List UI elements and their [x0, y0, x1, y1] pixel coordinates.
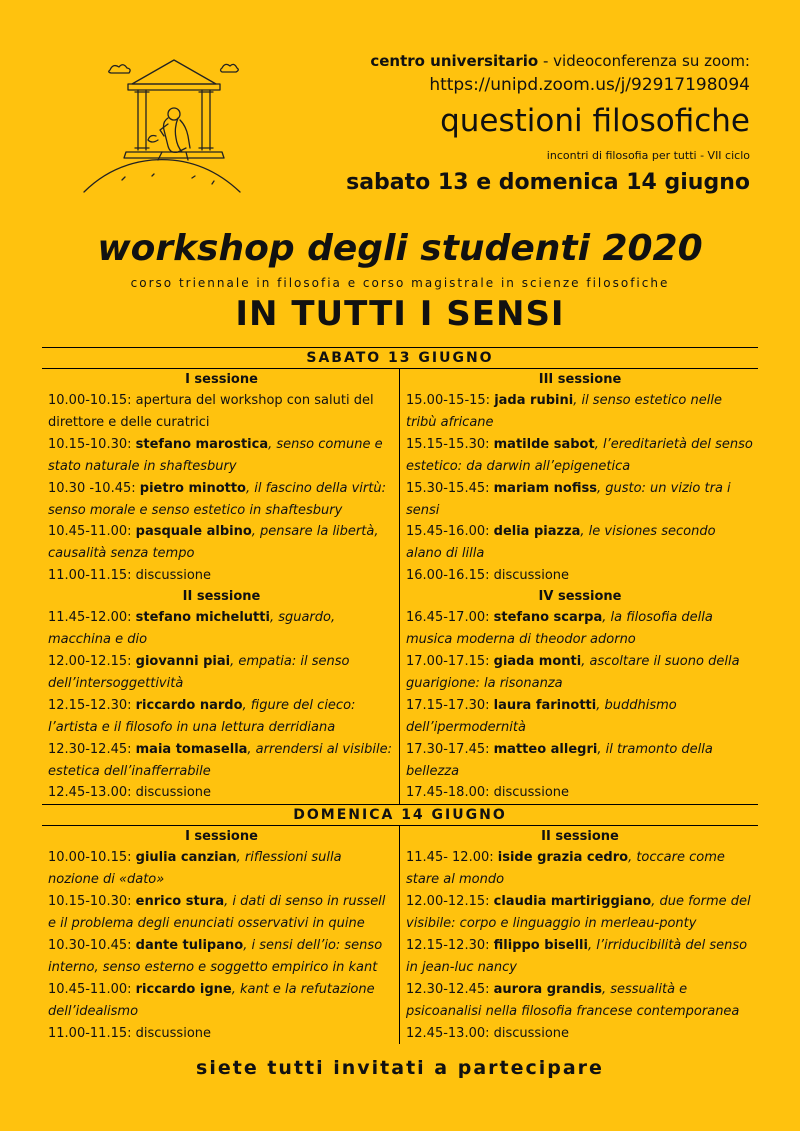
session-heading: I sessione — [185, 829, 258, 845]
item-time: 12.45-13.00: — [406, 1025, 494, 1041]
program-item — [406, 782, 754, 804]
day-header: SABATO 13 GIUGNO — [42, 347, 758, 369]
item-time: 12.15-12.30: — [406, 937, 494, 953]
item-time: 15.15-15.30: — [406, 436, 494, 452]
program-item — [48, 390, 395, 434]
speaker-name: iside grazia cedro — [497, 850, 629, 866]
program-table — [42, 347, 758, 1044]
item-time: 11.00-11.15: — [48, 568, 136, 584]
talk-title: , riflessioni sulla nozione di «dato» — [48, 850, 342, 888]
program-item — [406, 390, 754, 434]
item-text: discussione — [493, 785, 570, 801]
program-item — [406, 434, 754, 478]
speaker-name: jada rubini — [494, 393, 574, 408]
session-heading: II sessione — [541, 829, 619, 845]
workshop-title: workshop degli studenti 2020 — [97, 228, 703, 269]
item-text: discussione — [135, 568, 212, 584]
item-time: 10.00-10.15: — [48, 850, 136, 866]
speaker-name: laura farinotti — [493, 697, 597, 713]
workshop-theme: IN TUTTI I SENSI — [235, 294, 565, 334]
talk-title: , empatia: il senso dell’intersoggettività — [48, 653, 350, 691]
item-time: 15.00-15-15: — [406, 393, 495, 408]
talk-title: , pensare la libertà, causalità senza tempo — [48, 524, 379, 562]
item-text: apertura del workshop con saluti del direttore e delle curatrici — [48, 393, 374, 430]
talk-title: , l’ereditarietà del senso estetico: da darwin all’epigenetica — [406, 436, 753, 474]
item-time: 15.45-16.00: — [406, 524, 494, 540]
item-time: 17.30-17.45: — [406, 741, 494, 757]
program-item — [406, 1023, 754, 1045]
talk-title: , figure del cieco: l’artista e il filosofo in una lettura derridiana — [48, 697, 356, 735]
speaker-name: maia tomasella — [135, 741, 248, 757]
speaker-name: matilde sabot — [493, 436, 595, 452]
session-heading: IV sessione — [538, 589, 622, 605]
session-heading: III sessione — [538, 372, 622, 387]
item-time: 10.30-10.45: — [48, 937, 136, 953]
program-item — [48, 434, 395, 478]
item-time: 16.45-17.00: — [406, 610, 494, 626]
talk-title: , i sensi dell’io: senso interno, senso esterno e soggetto empirico in kant — [48, 937, 383, 975]
item-text: discussione — [493, 568, 570, 584]
talk-title: , ascoltare il suono della guarigione: la risonanza — [406, 653, 740, 691]
item-time: 17.00-17.15: — [406, 653, 494, 669]
program-item — [48, 521, 395, 565]
item-time: 15.30-15.45: — [406, 480, 494, 496]
session-column — [400, 826, 758, 1044]
program-item — [406, 695, 754, 739]
speaker-name: riccardo igne — [135, 981, 232, 997]
speaker-name: enrico stura — [135, 894, 225, 910]
talk-title: , sessualità e psicoanalisi nella filosofia francese contemporanea — [406, 981, 740, 1019]
header-venue — [370, 52, 750, 70]
program-item — [48, 565, 395, 587]
program-item — [48, 607, 395, 651]
speaker-name: giulia canzian — [135, 850, 237, 866]
talk-title: , toccare come stare al mondo — [406, 850, 725, 888]
footer-invitation: siete tutti invitati a partecipare — [196, 1057, 604, 1079]
item-time: 12.00-12.15: — [48, 653, 136, 669]
program-item — [48, 782, 395, 804]
talk-title: , buddhismo dell’ipermodernità — [406, 697, 677, 735]
item-time: 10.45-11.00: — [48, 981, 136, 997]
speaker-name: stefano scarpa — [493, 610, 603, 626]
talk-title: , il tramonto della bellezza — [406, 741, 713, 779]
series-title: questioni filosofiche — [440, 103, 750, 139]
program-item — [406, 891, 754, 935]
item-time: 12.45-13.00: — [48, 785, 136, 801]
speaker-name: dante tulipano — [135, 937, 244, 953]
program-item — [406, 651, 754, 695]
speaker-name: pasquale albino — [135, 524, 252, 540]
program-item — [406, 607, 754, 651]
talk-title: , kant e la refutazione dell’idealismo — [48, 981, 375, 1019]
speaker-name: riccardo nardo — [135, 697, 243, 713]
talk-title: , la filosofia della musica moderna di theodor adorno — [406, 610, 713, 648]
program-item — [406, 847, 754, 891]
talk-title: , due forme del visibile: corpo e linguaggio in merleau-ponty — [406, 894, 751, 932]
program-item — [48, 935, 395, 979]
item-time: 11.00-11.15: — [48, 1025, 136, 1041]
item-time: 10.15-10.30: — [48, 436, 136, 452]
talk-title: , il senso estetico nelle tribù africane — [406, 393, 722, 430]
program-item — [406, 739, 754, 783]
speaker-name: stefano marostica — [135, 436, 269, 452]
speaker-name: aurora grandis — [493, 981, 602, 997]
speaker-name: giada monti — [493, 653, 582, 669]
talk-title: , le visiones secondo alano di lilla — [406, 524, 716, 562]
item-text: discussione — [493, 1025, 570, 1041]
program-item — [48, 739, 395, 783]
program-item — [48, 478, 395, 522]
item-time: 12.15-12.30: — [48, 697, 136, 713]
program-item — [48, 847, 395, 891]
program-item — [48, 979, 395, 1023]
program-item — [48, 891, 395, 935]
day-columns — [42, 826, 758, 1044]
talk-title: , sguardo, macchina e dio — [48, 610, 336, 648]
item-text: discussione — [135, 1025, 212, 1041]
item-time: 10.45-11.00: — [48, 524, 136, 540]
speaker-name: claudia martiriggiano — [493, 894, 652, 910]
venue-medium: - videoconferenza su zoom: — [538, 52, 750, 70]
zoom-link[interactable]: https://unipd.zoom.us/j/92917198094 — [429, 75, 750, 95]
item-time: 11.45- 12.00: — [406, 850, 498, 866]
session-heading: II sessione — [182, 589, 261, 605]
program-item — [48, 1023, 395, 1045]
talk-title: , l’irriducibilità del senso in jean-luc nancy — [406, 937, 748, 975]
item-time: 10.15-10.30: — [48, 894, 136, 910]
item-time: 17.15-17.30: — [406, 697, 494, 713]
speaker-name: giovanni piai — [135, 653, 231, 669]
series-subtitle: incontri di filosofia per tutti - VII ciclo — [546, 149, 750, 162]
talk-title: , gusto: un vizio tra i sensi — [406, 480, 731, 518]
item-time: 11.45-12.00: — [48, 610, 136, 626]
speaker-name: stefano michelutti — [135, 610, 270, 626]
event-dates: sabato 13 e domenica 14 giugno — [346, 170, 750, 195]
item-time: 12.00-12.15: — [406, 894, 494, 910]
speaker-name: pietro minotto — [139, 480, 246, 496]
program-item — [406, 478, 754, 522]
program-item — [406, 565, 754, 587]
item-text: discussione — [135, 785, 212, 801]
item-time: 10.30 -10.45: — [48, 480, 140, 496]
speaker-name: matteo allegri — [493, 741, 598, 757]
venue-name: centro universitario — [370, 52, 539, 70]
program-item — [406, 979, 754, 1023]
program-item — [406, 521, 754, 565]
talk-title: , senso comune e stato naturale in shaftesbury — [48, 436, 383, 474]
session-column — [42, 369, 400, 804]
talk-title: , il fascino della virtù: senso morale e senso estetico in shaftesbury — [48, 480, 386, 518]
workshop-courses: corso triennale in filosofia e corso magistrale in scienze filosofiche — [130, 276, 670, 290]
talk-title: , arrendersi al visibile: estetica dell’inafferrabile — [48, 741, 392, 779]
day-columns — [42, 369, 758, 804]
session-column — [42, 826, 400, 1044]
talk-title: , i dati di senso in russell e il problema degli enunciati osservativi in quine — [48, 894, 386, 932]
item-time: 12.30-12.45: — [48, 741, 136, 757]
program-item — [48, 651, 395, 695]
speaker-name: mariam nofiss — [493, 480, 597, 496]
day-header: DOMENICA 14 GIUGNO — [42, 804, 758, 826]
item-time: 10.00-10.15: — [48, 393, 136, 408]
speaker-name: filippo biselli — [493, 937, 588, 953]
session-heading: I sessione — [185, 372, 258, 387]
item-time: 12.30-12.45: — [406, 981, 494, 997]
speaker-name: delia piazza — [493, 524, 581, 540]
program-item — [48, 695, 395, 739]
item-time: 17.45-18.00: — [406, 785, 494, 801]
temple-philosopher-logo — [82, 52, 242, 197]
item-time: 16.00-16.15: — [406, 568, 494, 584]
program-item — [406, 935, 754, 979]
session-column — [400, 369, 758, 804]
